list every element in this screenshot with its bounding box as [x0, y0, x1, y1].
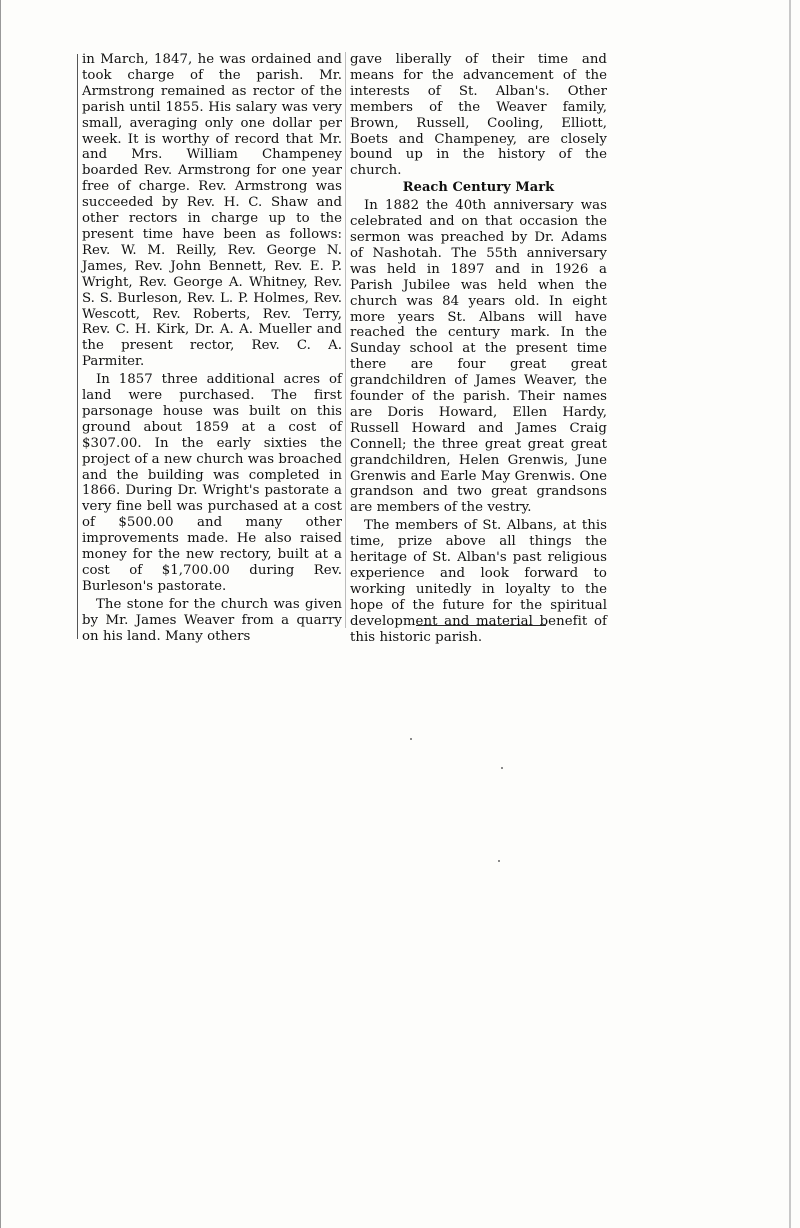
article-column-left: [82, 52, 342, 645]
end-rule: [416, 625, 546, 626]
article-column-right: [350, 52, 607, 646]
paragraph: In 1882 the 40th anniversary was celebrated and on that occasion the sermon was preached by Dr. Adams of Nashotah. The 55th anniversary was held in 1897 and in 1926 a Parish Jubilee was held when the church was 84 years old. In eight more years St. Albans will have reached the century mark. In the Sunday school at the present time there are four great great grandchildren of James Weaver, the founder of the parish. Their names are Doris Howard, Ellen Hardy, Russell Howard and James Craig Connell; the three great great great grandchildren, Helen Grenwis, June Grenwis and Earle May Grenwis. One grandson and two great grandsons are members of the vestry.: [350, 198, 607, 516]
paragraph: gave liberally of their time and means for the advancement of the interests of St. Alban's. Other members of the Weaver family, Brown, Russell, Cooling, Elliott, Boets and Champeney, are closely bound up in the history of the church.: [350, 52, 607, 179]
column-divider: [345, 52, 346, 628]
subheading: Reach Century Mark: [402, 180, 555, 196]
scan-speck: [410, 738, 412, 740]
scan-speck: [501, 767, 503, 769]
paragraph: in March, 1847, he was ordained and took charge of the parish. Mr. Armstrong remained as rector of the parish until 1855. His salary was very small, averaging only one dollar per week. It is worthy of record that Mr. and Mrs. William Champeney boarded Rev. Armstrong for one year free of charge. Rev. Armstrong was succeeded by Rev. H. C. Shaw and other rectors in charge up to the present time have been as follows: Rev. W. M. Reilly, Rev. George N. James, Rev. John Bennett, Rev. E. P. Wright, Rev. George A. Whitney, Rev. S. S. Burleson, Rev. L. P. Holmes, Rev. Wescott, Rev. Roberts, Rev. Terry, Rev. C. H. Kirk, Dr. A. A. Mueller and the present rector, Rev. C. A. Parmiter.: [82, 52, 342, 370]
paragraph: The stone for the church was given by Mr. James Weaver from a quarry on his land. Many others: [82, 596, 342, 644]
scan-speck: [498, 860, 500, 862]
paragraph: The members of St. Albans, at this time, prize above all things the heritage of St. Alban's past religious experience and look forward to working unitedly in loyalty to the hope of the future for the spiritual development and material benefit of this historic parish.: [350, 518, 607, 645]
scan-edge-left: [0, 0, 1, 1228]
paragraph: In 1857 three additional acres of land were purchased. The first parsonage house was built on this ground about 1859 at a cost of $307.00. In the early sixties the project of a new church was broached and the building was completed in 1866. During Dr. Wright's pastorate a very fine bell was purchased at a cost of $500.00 and many other improvements made. He also raised money for the new rectory, built at a cost of $1,700.00 during Rev. Burleson's pastorate.: [82, 372, 342, 594]
scan-edge-right: [789, 0, 791, 1228]
clipping-edge: [77, 54, 78, 639]
